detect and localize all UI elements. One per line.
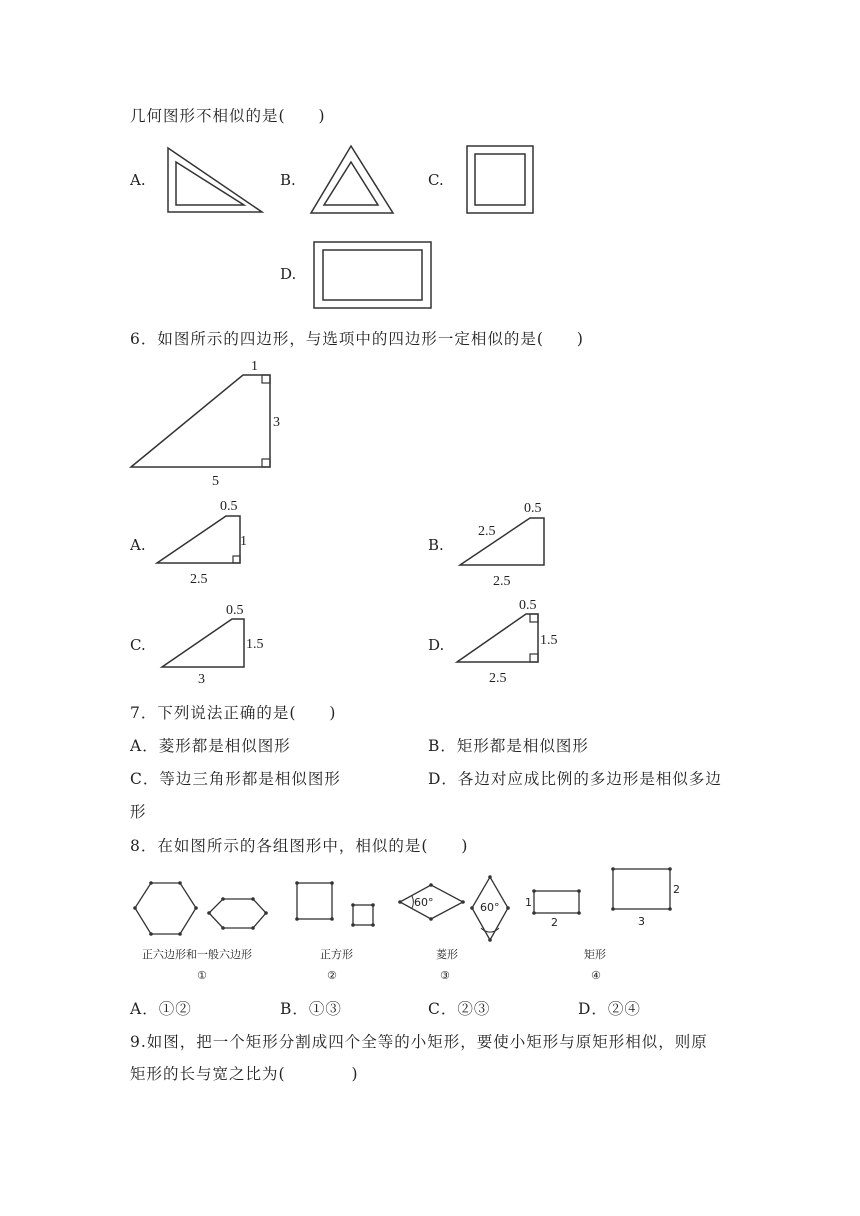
q6-d-label-top: 0.5 — [519, 598, 537, 613]
q8-option-d: D．②④ — [578, 1000, 641, 1018]
q8-number-2: ② — [327, 969, 337, 982]
q6-a-label-bottom: 2.5 — [190, 572, 208, 587]
q8-fig-squares — [295, 881, 375, 927]
q8-number-4: ④ — [591, 969, 601, 982]
q5-stem: 几何图形不相似的是( ) — [130, 107, 326, 125]
q8-stem: 8．在如图所示的各组图形中，相似的是( ) — [130, 837, 469, 855]
q6-d-label-right: 1.5 — [540, 633, 558, 648]
q8-caption-3: 菱形 — [436, 948, 458, 961]
q6-c-label-top: 0.5 — [226, 603, 244, 618]
q6-option-a-label: A. — [130, 536, 146, 554]
q7-option-b: B．矩形都是相似图形 — [428, 737, 589, 755]
q6-d-label-bottom: 2.5 — [489, 671, 507, 686]
q8-angle-label-1: 60° — [414, 896, 434, 909]
q6-a-label-right: 1 — [240, 534, 247, 549]
q8-fig-hexagons — [133, 881, 268, 936]
q8-number-1: ① — [197, 969, 207, 982]
q6-a-label-top: 0.5 — [220, 499, 238, 514]
q6-b-label-slant: 2.5 — [478, 524, 496, 539]
q8-rect-small-h: 1 — [525, 896, 532, 909]
q6-option-b-label: B. — [428, 536, 444, 554]
q6-stem: 6．如图所示的四边形，与选项中的四边形一定相似的是( ) — [130, 330, 584, 348]
q8-option-c: C．②③ — [428, 1000, 491, 1018]
q6-fig-b-trapezoid — [460, 518, 544, 565]
q9-stem-line2: 矩形的长与宽之比为( ) — [130, 1065, 359, 1083]
q5-option-d-label: D. — [280, 265, 297, 283]
q6-main-label-right: 3 — [273, 415, 280, 430]
q8-fig-rectangles — [532, 867, 672, 915]
q6-fig-c-trapezoid — [162, 619, 244, 667]
q7-option-c: C．等边三角形都是相似图形 — [130, 770, 341, 788]
q6-c-label-right: 1.5 — [246, 637, 264, 652]
q8-angle-label-2: 60° — [480, 901, 500, 914]
q6-fig-a-trapezoid — [157, 516, 240, 563]
q5-option-a-label: A. — [130, 171, 146, 189]
q7-option-a: A．菱形都是相似图形 — [130, 737, 291, 755]
q7-stem: 7．下列说法正确的是( ) — [130, 704, 337, 722]
q8-rect-large-h: 2 — [673, 883, 680, 896]
q6-fig-d-trapezoid — [457, 614, 538, 662]
q6-main-label-top: 1 — [251, 359, 258, 374]
q5-fig-a-double-triangle — [168, 148, 262, 212]
q5-fig-c-double-square — [467, 146, 533, 213]
q8-caption-1: 正六边形和一般六边形 — [142, 948, 252, 961]
q8-rect-large-w: 3 — [638, 915, 645, 928]
q6-b-label-top: 0.5 — [524, 501, 542, 516]
q7-option-d-continued: 形 — [130, 803, 147, 821]
q6-option-d-label: D. — [428, 636, 445, 654]
q6-option-c-label: C. — [130, 636, 146, 654]
q7-option-d: D．各边对应成比例的多边形是相似多边 — [428, 770, 722, 788]
q8-rect-small-w: 2 — [551, 916, 558, 929]
q5-fig-d-double-rectangle — [314, 242, 431, 308]
q8-caption-2: 正方形 — [320, 948, 353, 961]
q5-fig-b-double-triangle — [311, 146, 393, 213]
q5-option-b-label: B. — [280, 171, 296, 189]
q8-option-a: A．①② — [130, 1000, 192, 1018]
q6-c-label-bottom: 3 — [198, 672, 205, 687]
q8-number-3: ③ — [440, 969, 450, 982]
q9-stem-line1: 9.如图，把一个矩形分割成四个全等的小矩形，要使小矩形与原矩形相似，则原 — [130, 1033, 708, 1051]
q8-caption-4: 矩形 — [584, 948, 606, 961]
q6-main-trapezoid — [131, 375, 270, 467]
q6-b-label-bottom: 2.5 — [493, 574, 511, 589]
q5-option-c-label: C. — [428, 171, 444, 189]
q6-main-label-bottom: 5 — [212, 474, 219, 489]
q8-option-b: B．①③ — [280, 1000, 342, 1018]
